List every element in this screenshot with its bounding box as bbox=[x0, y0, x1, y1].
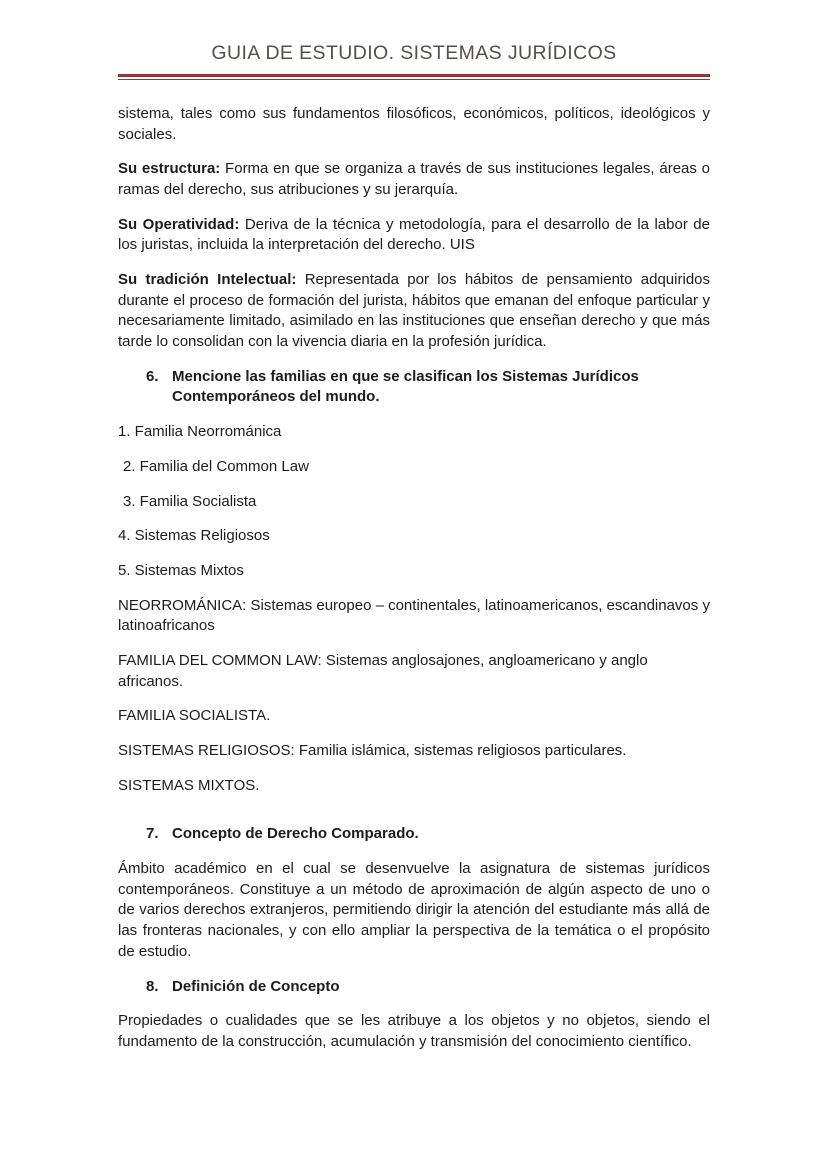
list-item-text: 2. Familia del Common Law bbox=[123, 457, 309, 475]
heading-text: Definición de Concepto bbox=[172, 977, 340, 995]
paragraph-text: SISTEMAS RELIGIOSOS: Familia islámica, sistemas religiosos particulares. bbox=[118, 742, 627, 760]
heading-number: 6. bbox=[146, 367, 159, 385]
list-item-text: 4. Sistemas Religiosos bbox=[118, 527, 270, 545]
document-title: GUIA DE ESTUDIO. SISTEMAS JURÍDICOS bbox=[211, 42, 617, 64]
paragraph bbox=[118, 270, 710, 353]
list-item bbox=[118, 492, 710, 513]
paragraph-text: Forma en que se organiza a través de sus instituciones legales, áreas o ramas del derecho, sus atribuciones y su jerarquía. bbox=[118, 160, 710, 198]
paragraph bbox=[118, 651, 710, 692]
heading-number: 7. bbox=[146, 825, 159, 843]
paragraph bbox=[118, 859, 710, 962]
paragraph-text: Representada por los hábitos de pensamiento adquiridos durante el proceso de formación del jurista, hábitos que emanan del enfoque particular y necesariamente limitado, asimilado en las instituciones que enseñan derecho y que más tarde lo consolidan con la vivencia diaria en la profesión jurídica. bbox=[118, 271, 710, 351]
document-header bbox=[118, 40, 710, 80]
paragraph-text: Deriva de la técnica y metodología, para el desarrollo de la labor de los juristas, incluida la interpretación del derecho. UIS bbox=[118, 215, 710, 254]
heading-number: 8. bbox=[146, 977, 159, 995]
paragraph-lead: Su Operatividad: bbox=[118, 215, 240, 233]
title-rule-thin bbox=[118, 79, 710, 80]
paragraph bbox=[118, 215, 710, 256]
paragraph-text: NEORROMÁNICA: Sistemas europeo – continentales, latinoamericanos, escandinavos y latinoafricanos bbox=[118, 596, 710, 635]
paragraph-lead: Su tradición Intelectual: bbox=[118, 271, 297, 289]
paragraph bbox=[118, 596, 710, 637]
title-rule-thick bbox=[118, 74, 710, 77]
paragraph bbox=[118, 1011, 710, 1052]
paragraph-text: Propiedades o cualidades que se les atribuye a los objetos y no objetos, siendo el fundamento de la construcción, acumulación y transmisión del conocimiento científico. bbox=[118, 1012, 710, 1050]
list-item bbox=[118, 526, 710, 547]
paragraph-lead: Su estructura: bbox=[118, 160, 221, 178]
list-item-text: 3. Familia Socialista bbox=[123, 492, 257, 510]
section-heading bbox=[118, 977, 710, 998]
list-item-text: 1. Familia Neorrománica bbox=[118, 423, 282, 441]
paragraph-text: Ámbito académico en el cual se desenvuelve la asignatura de sistemas jurídicos contemporáneos. Constituye a un método de aproximación de algún aspecto de uno o de varios derechos extranjeros, permitiendo dirigir la atención del estudiante más allá de las fronteras nacionales, y con ello ampliar la perspectiva de la temática o el propósito de estudio. bbox=[118, 860, 710, 960]
paragraph-text: FAMILIA DEL COMMON LAW: Sistemas anglosajones, angloamericano y anglo africanos. bbox=[118, 651, 648, 690]
heading-text: Mencione las familias en que se clasifican los Sistemas Jurídicos Contemporáneos del mundo. bbox=[172, 367, 639, 406]
paragraph bbox=[118, 706, 710, 727]
list-item bbox=[118, 457, 710, 478]
heading-text: Concepto de Derecho Comparado. bbox=[172, 825, 419, 843]
list-item bbox=[118, 422, 710, 443]
section-heading bbox=[118, 824, 710, 845]
paragraph bbox=[118, 104, 710, 145]
list-item bbox=[118, 561, 710, 582]
paragraph-text: SISTEMAS MIXTOS. bbox=[118, 776, 260, 794]
paragraph bbox=[118, 741, 710, 762]
paragraph bbox=[118, 159, 710, 200]
list-item-text: 5. Sistemas Mixtos bbox=[118, 561, 244, 579]
paragraph-text: FAMILIA SOCIALISTA. bbox=[118, 707, 271, 725]
paragraph bbox=[118, 776, 710, 797]
paragraph-text: sistema, tales como sus fundamentos filosóficos, económicos, políticos, ideológicos y sociales. bbox=[118, 104, 710, 143]
section-heading bbox=[118, 367, 710, 408]
